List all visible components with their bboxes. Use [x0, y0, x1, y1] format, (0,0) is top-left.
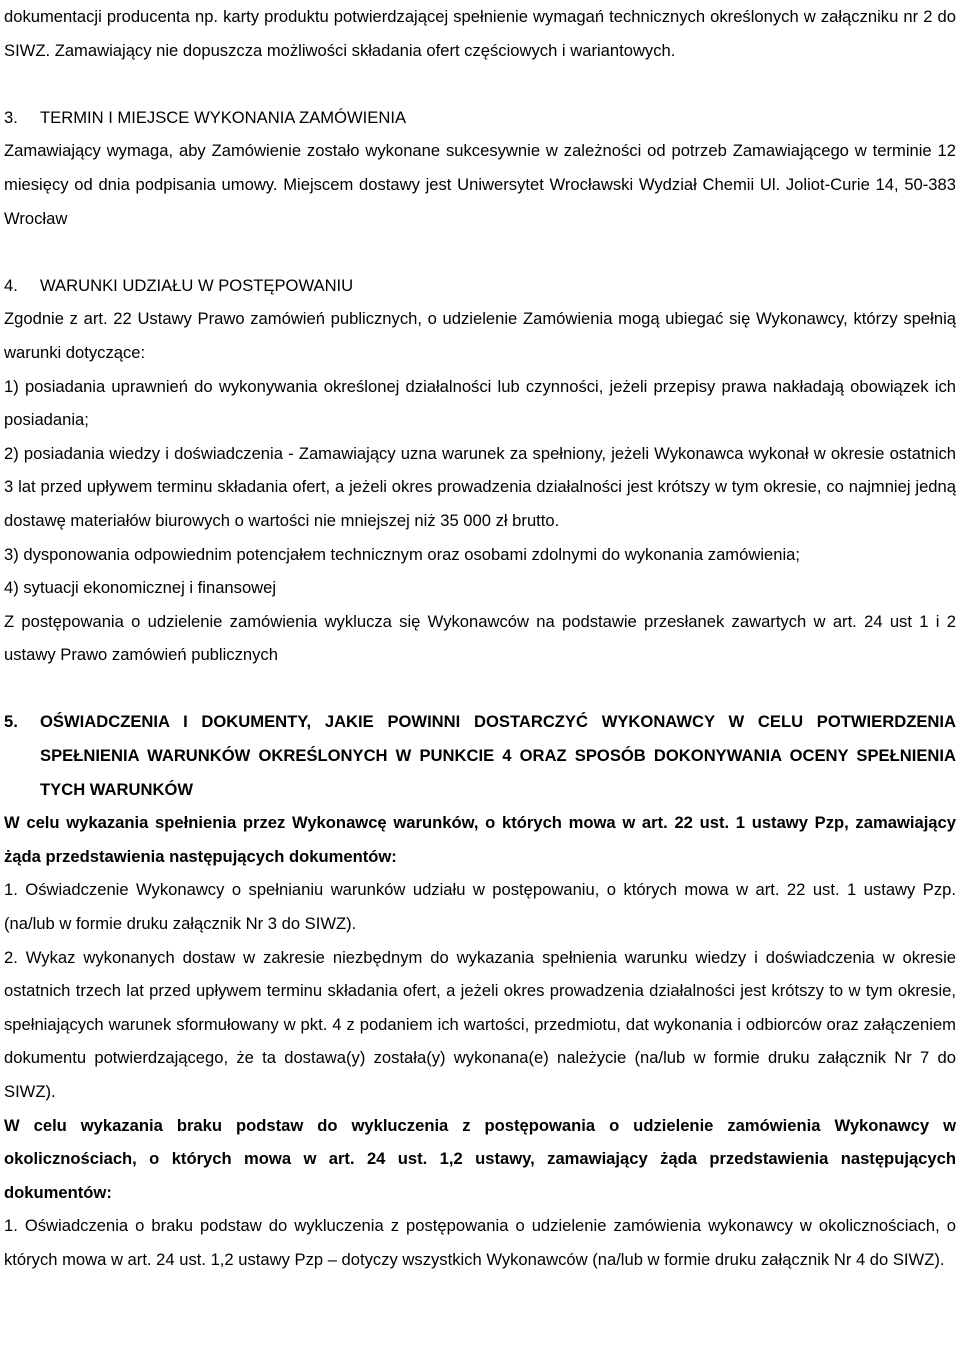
- section-5-requirement-2: W celu wykazania braku podstaw do wykluczenia z postępowania o udzielenie zamówienia Wykonawcy w okolicznościach, o których mowa w art. 24 ust. 1,2 ustawy, zamawiający żąda przedstawienia następujących dokumentów:: [4, 1115, 956, 1202]
- section-5-requirement-1: W celu wykazania spełnienia przez Wykonawcę warunków, o których mowa w art. 22 ust. 1 ustawy Pzp, zamawiający żąda przedstawienia następujących dokumentów:: [4, 813, 956, 866]
- intro-paragraph: dokumentacji producenta np. karty produktu potwierdzającej spełnienie wymagań technicznych określonych w załączniku nr 2 do SIWZ. Zamawiający nie dopuszcza możliwości składania ofert częściowych i wariantowych.: [4, 7, 956, 60]
- section-5-heading: [4, 705, 956, 806]
- section-5-requirement-1-item-2: 2. Wykaz wykonanych dostaw w zakresie niezbędnym do wykazania spełnienia warunku wiedzy i doświadczenia w okresie ostatnich trzech lat przed upływem terminu składania ofert, a jeżeli okres prowadzenia działalności jest krótszy to w tym okresie, spełniających warunek sformułowany w pkt. 4 z podaniem ich wartości, przedmiotu, dat wykonania i odbiorców oraz załączeniem dokumentu potwierdzającego, że ta dostawa(y) została(y) wykonana(e) należycie (na/lub w formie druku załącznik Nr 7 do SIWZ).: [4, 947, 956, 1101]
- section-3-title: TERMIN I MIEJSCE WYKONANIA ZAMÓWIENIA: [40, 107, 407, 127]
- section-4-item-2: 2) posiadania wiedzy i doświadczenia - Zamawiający uzna warunek za spełniony, jeżeli Wykonawca wykonał w okresie ostatnich 3 lat przed upływem terminu składania ofert, a jeżeli okres prowadzenia działalności jest krótszy w tym okresie, co najmniej jedną dostawę materiałów biurowych o wartości nie mniejszej niż 35 000 zł brutto.: [4, 443, 956, 530]
- document-page: [4, 0, 956, 1277]
- section-4-item-4: 4) sytuacji ekonomicznej i finansowej: [4, 578, 277, 598]
- section-4-item-1: 1) posiadania uprawnień do wykonywania określonej działalności lub czynności, jeżeli przepisy prawa nakładają obowiązek ich posiadania;: [4, 376, 956, 430]
- section-4-number: 4.: [4, 275, 18, 295]
- section-3-number: 3.: [4, 107, 18, 127]
- section-4-heading: [4, 269, 956, 303]
- spacer: [4, 67, 956, 101]
- section-4-item-3: 3) dysponowania odpowiednim potencjałem technicznym oraz osobami zdolnymi do wykonania zamówienia;: [4, 544, 800, 564]
- section-5-title: OŚWIADCZENIA I DOKUMENTY, JAKIE POWINNI DOSTARCZYĆ WYKONAWCY W CELU POTWIERDZENIA SPEŁNIENIA WARUNKÓW OKREŚLONYCH W PUNKCIE 4 ORAZ SPOSÓB DOKONYWANIA OCENY SPEŁNIENIA TYCH WARUNKÓW: [40, 712, 956, 799]
- section-4-title: WARUNKI UDZIAŁU W POSTĘPOWANIU: [40, 275, 354, 295]
- spacer: [4, 235, 956, 269]
- section-4-exclusion: Z postępowania o udzielenie zamówienia wyklucza się Wykonawców na podstawie przesłanek zawartych w art. 24 ust 1 i 2 ustawy Prawo zamówień publicznych: [4, 611, 956, 665]
- spacer: [4, 672, 956, 706]
- section-5-requirement-1-item-1: 1. Oświadczenie Wykonawcy o spełnianiu warunków udziału w postępowaniu, o których mowa w art. 22 ust. 1 ustawy Pzp. (na/lub w formie druku załącznik Nr 3 do SIWZ).: [4, 880, 956, 934]
- section-4-intro: Zgodnie z art. 22 Ustawy Prawo zamówień publicznych, o udzielenie Zamówienia mogą ubiegać się Wykonawcy, którzy spełnią warunki dotyczące:: [4, 309, 956, 362]
- section-3-heading: [4, 101, 956, 135]
- section-3-body: Zamawiający wymaga, aby Zamówienie zostało wykonane sukcesywnie w zależności od potrzeb Zamawiającego w terminie 12 miesięcy od dnia podpisania umowy. Miejscem dostawy jest Uniwersytet Wrocławski Wydział Chemii Ul. Joliot-Curie 14, 50-383 Wrocław: [4, 141, 956, 228]
- section-5-requirement-2-item-1: 1. Oświadczenia o braku podstaw do wykluczenia z postępowania o udzielenie zamówienia wykonawcy w okolicznościach, o których mowa w art. 24 ust. 1,2 ustawy Pzp – dotyczy wszystkich Wykonawców (na/lub w formie druku załącznik Nr 4 do SIWZ).: [4, 1216, 956, 1269]
- section-5-number: 5.: [4, 712, 18, 732]
